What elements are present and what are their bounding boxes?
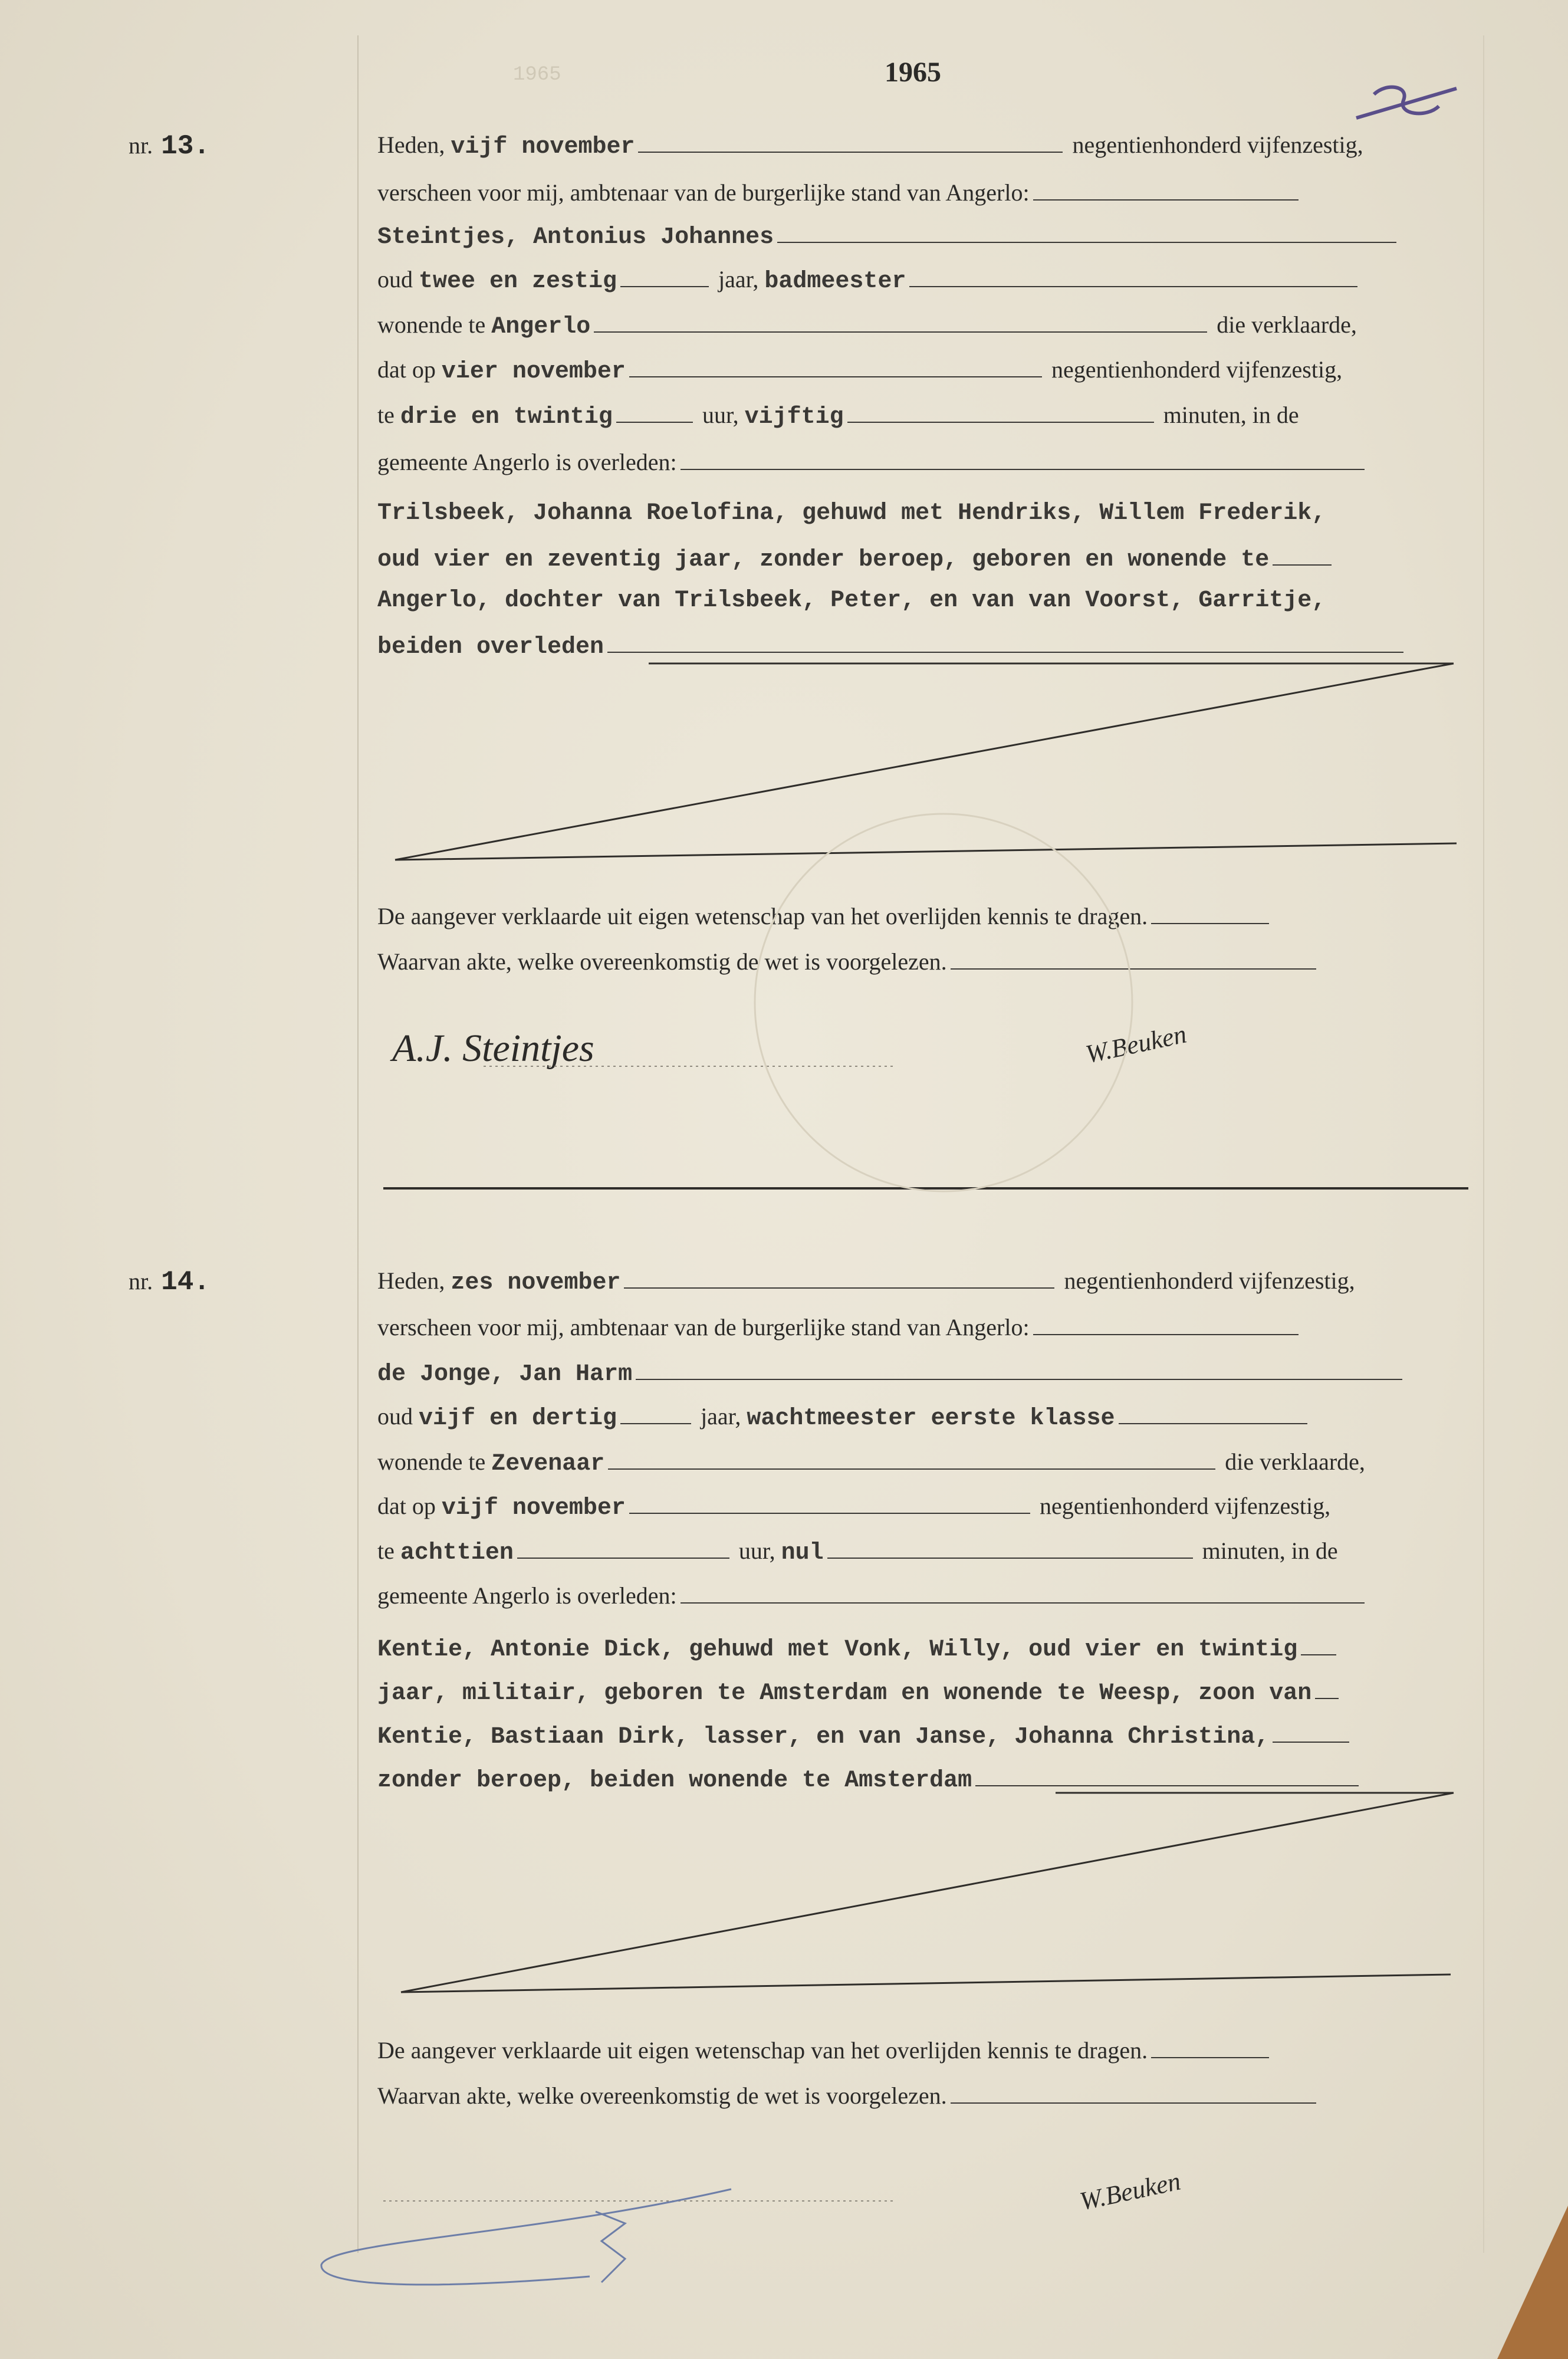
age-occupation-line: oud twee en zestig jaar, badmeester: [377, 265, 1468, 303]
death-date-line: dat op vijf november negentienhonderd vijfenzestig,: [377, 1493, 1331, 1522]
bleed-through-text: 1965: [513, 64, 561, 86]
death-hour: achttien: [400, 1540, 514, 1566]
faint-stamp-circle: [755, 814, 1132, 1191]
checkmark-s: [1356, 87, 1457, 118]
declarant-signature: A.J. Steintjes: [392, 1027, 594, 1070]
pencil-loop-mark: [321, 2189, 731, 2285]
declarant-residence: Angerlo: [491, 314, 591, 340]
deceased-line: jaar, militair, geboren te Amsterdam en wonende te Weesp, zoon van: [377, 1677, 1468, 1715]
aangever-statement: De aangever verklaarde uit eigen wetenschap van het overlijden kennis te dragen.: [377, 902, 1468, 940]
entry-number-prefix: nr.: [129, 1268, 153, 1295]
declarant-name: Steintjes, Antonius Johannes: [377, 224, 774, 251]
deceased-line: Kentie, Antonie Dick, gehuwd met Vonk, Willy, oud vier en twintig: [377, 1634, 1468, 1671]
cancel-diagonal: [401, 1793, 1454, 1992]
pencil-loop-mark: [596, 2212, 625, 2282]
official-signature: W.Beuken: [1077, 2166, 1184, 2216]
waarvan-statement: Waarvan akte, welke overeenkomstig de wet is voorgelezen.: [377, 2082, 1468, 2120]
death-time-line: te achttien uur, nul minuten, in de: [377, 1537, 1338, 1566]
verscheen-line: verscheen voor mij, ambtenaar van de burgerlijke stand van Angerlo:: [377, 179, 1468, 216]
death-minutes: nul: [781, 1540, 824, 1566]
declarant-occupation: wachtmeester eerste klasse: [747, 1405, 1115, 1432]
declarant-residence: Zevenaar: [491, 1451, 605, 1477]
death-date: vijf november: [441, 1495, 626, 1522]
entry-number-prefix: nr.: [129, 132, 153, 159]
death-date: vier november: [441, 359, 626, 385]
gemeente-line: gemeente Angerlo is overleden:: [377, 1582, 1468, 1619]
residence-line: wonende te Zevenaar die verklaarde,: [377, 1448, 1365, 1477]
deceased-line: Angerlo, dochter van Trilsbeek, Peter, en van van Voorst, Garritje,: [377, 587, 1326, 614]
death-minutes: vijftig: [744, 404, 844, 431]
gemeente-line: gemeente Angerlo is overleden:: [377, 448, 1468, 486]
entry-number-value: 13.: [161, 131, 210, 162]
deceased-line: zonder beroep, beiden wonende te Amsterdam: [377, 1765, 1468, 1802]
heden-line: Heden, vijf november negentienhonderd vijfenzestig,: [377, 132, 1363, 160]
cancel-diagonal: [395, 663, 1457, 860]
waarvan-statement: Waarvan akte, welke overeenkomstig de wet is voorgelezen.: [377, 948, 1468, 985]
deceased-line: Kentie, Bastiaan Dirk, lasser, en van Janse, Johanna Christina,: [377, 1721, 1468, 1759]
declarant-occupation: badmeester: [764, 268, 906, 295]
death-time-line: te drie en twintig uur, vijftig minuten, in de: [377, 402, 1299, 431]
official-signature: W.Beuken: [1083, 1019, 1189, 1069]
heden-line: Heden, zes november negentienhonderd vijfenzestig,: [377, 1267, 1355, 1296]
declarant-name: de Jonge, Jan Harm: [377, 1361, 633, 1388]
death-date-line: dat op vier november negentienhonderd vijfenzestig,: [377, 356, 1343, 385]
residence-line: wonende te Angerlo die verklaarde,: [377, 311, 1357, 340]
deceased-line: oud vier en zeventig jaar, zonder beroep, geboren en wonende te: [377, 544, 1468, 581]
age-occupation-line: oud vijf en dertig jaar, wachtmeester eerste klasse: [377, 1402, 1468, 1440]
deceased-line: beiden overleden: [377, 631, 1468, 669]
entry-number-value: 14.: [161, 1267, 210, 1297]
page-year: 1965: [885, 57, 941, 88]
declarant-age: vijf en dertig: [419, 1405, 617, 1432]
verscheen-line: verscheen voor mij, ambtenaar van de burgerlijke stand van Angerlo:: [377, 1313, 1468, 1351]
registration-date: zes november: [451, 1270, 621, 1296]
death-hour: drie en twintig: [400, 404, 613, 431]
declarant-age: twee en zestig: [419, 268, 617, 295]
registration-date: vijf november: [451, 134, 635, 160]
deceased-line: Trilsbeek, Johanna Roelofina, gehuwd met Hendriks, Willem Frederik,: [377, 500, 1326, 527]
aangever-statement: De aangever verklaarde uit eigen wetenschap van het overlijden kennis te dragen.: [377, 2036, 1468, 2074]
